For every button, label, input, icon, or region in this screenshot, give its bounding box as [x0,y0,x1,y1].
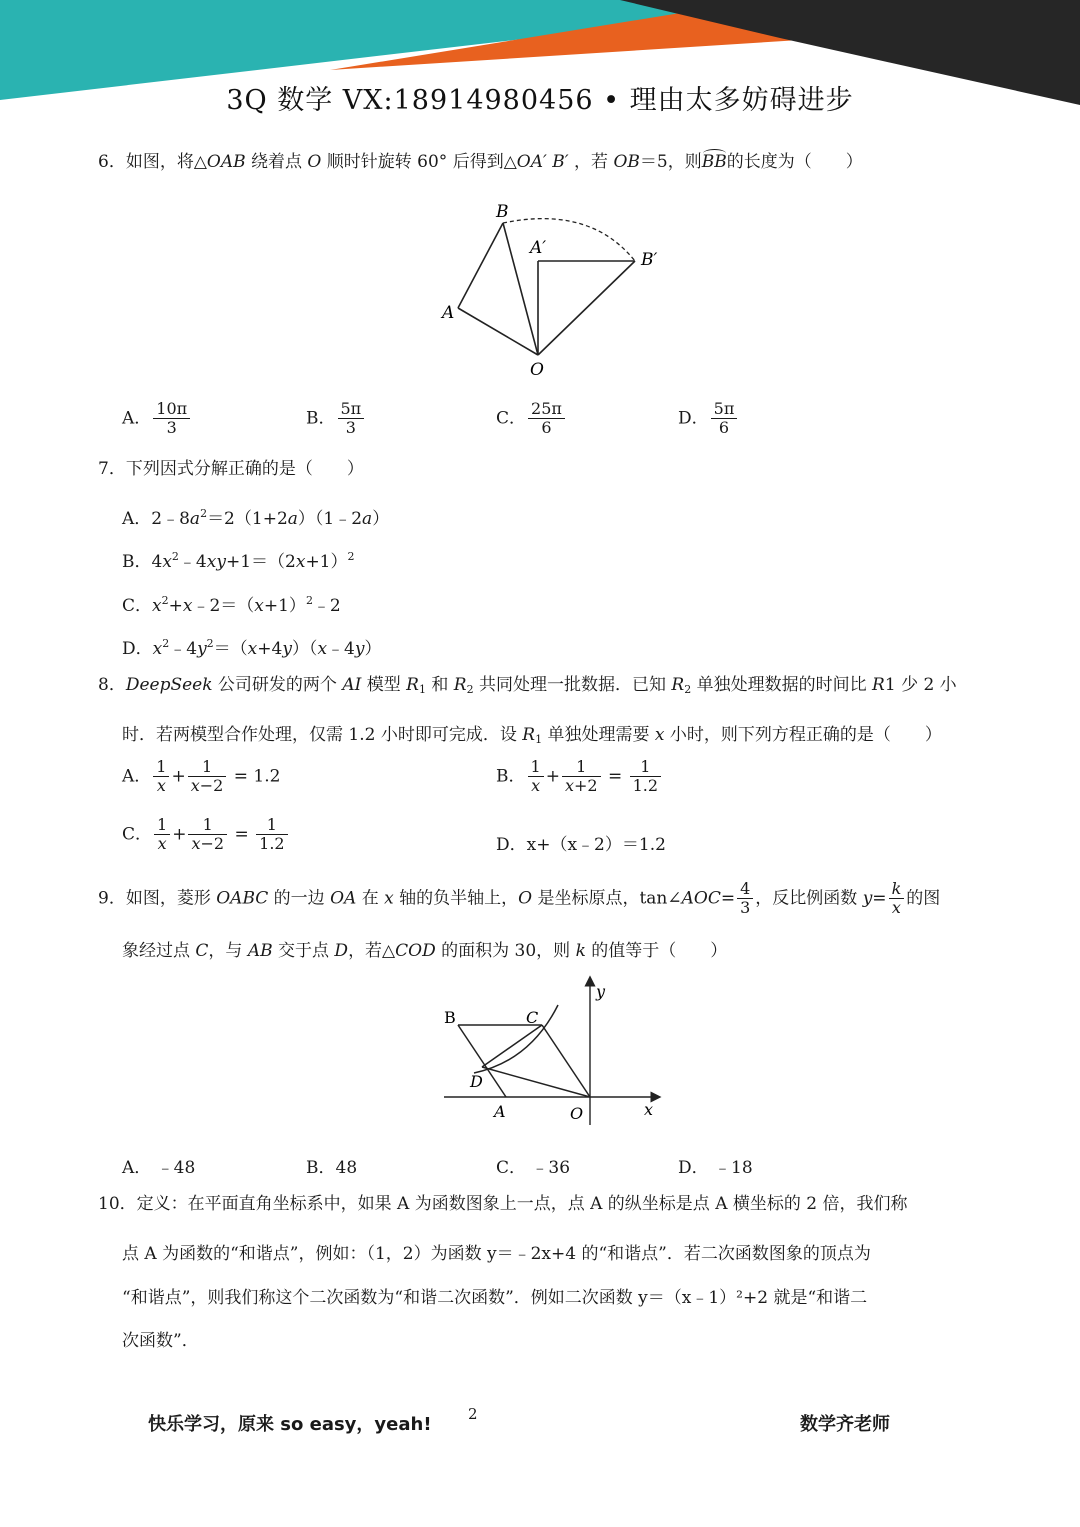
label-x: x [644,1100,654,1119]
question-9-option-a[interactable]: A． ﹣48 [122,1158,196,1178]
footer-author: 数学齐老师 [800,1414,890,1435]
question-7-option-c[interactable]: C．$x^2+x﹣2=(x+1)^2﹣2$ [122,594,341,616]
question-8-option-b[interactable]: B． $\frac{1}{x}$ + $\frac{1}{x+2}$ = $\frac{1}{1.2}$ [496,758,663,796]
header-title: 3Q 数学 VX:18914980456 • 理由太多妨碍进步 [226,85,854,116]
page-number: 2 [468,1405,478,1423]
question-6-option-d[interactable]: D． $\frac{5\pi}{6}$ [678,400,739,438]
hyperbola-curve [474,1005,558,1073]
label-b-prime: B′ [641,250,658,270]
segment-ao [458,308,538,355]
footer-slogan: 快乐学习，原来 so easy，yeah! [148,1414,432,1435]
label-a: A [442,303,455,323]
question-6-option-b[interactable]: B． $\frac{5\pi}{3}$ [306,400,366,438]
question-7-option-b[interactable]: B．$4x^2﹣4xy+1=(2x+1)^2$ [122,550,355,572]
question-8-stem-line2: 时．若两模型合作处理，仅需 1.2 小时即可完成．设 $R_1$ 单独处理需要 x 小时，则下列方程正确的是（ ） [122,725,942,746]
question-9-option-b[interactable]: B．48 [306,1158,358,1178]
question-8-option-c[interactable]: C． $\frac{1}{x}$ + $\frac{1}{x-2}$ = $\frac{1}{1.2}$ [122,816,290,854]
question-9-option-c[interactable]: C． ﹣36 [496,1158,571,1178]
question-9-stem-line1: 9．如图，菱形 OABC 的一边 OA 在 x 轴的负半轴上，O 是坐标原点，tan∠AOC= $\frac{4}{3}$ ，反比例函数 y= $\frac{k}{x}$ 的图 [98,879,941,918]
question-9-option-d[interactable]: D． ﹣18 [678,1158,753,1178]
label-b: B [444,1008,456,1027]
label-a: A [494,1102,506,1121]
label-b: B [496,202,509,222]
label-c: C [526,1008,539,1027]
question-9-figure [430,975,670,1135]
label-d: D [470,1072,483,1091]
question-10-line3: “和谐点”，则我们称这个二次函数为“和谐二次函数”．例如二次函数 y＝（x﹣1）²+2 就是“和谐二 [122,1288,868,1308]
rotation-arc [503,219,635,261]
question-7-option-d[interactable]: D．$x^2﹣4y^2=(x+4y)(x﹣4y)$ [122,637,382,659]
question-7-option-a[interactable]: A．$2﹣8a^2=2(1+2a)(1﹣2a)$ [122,507,390,529]
label-a-prime: A′ [530,238,547,258]
segment-cd [482,1025,542,1067]
segment-b2o [538,261,635,355]
question-10-line4: 次函数”． [122,1331,199,1351]
question-7-stem: 7．下列因式分解正确的是（ ） [98,459,364,479]
arc-bb: BB [701,152,727,172]
question-6-stem: 6．如图，将△OAB 绕着点 O 顺时针旋转 60° 后得到△OA′ B′ ，若 OB＝5，则BB的长度为（ ） [98,152,863,172]
question-10-line2: 点 A 为函数的“和谐点”，例如：（1，2）为函数 y＝﹣2x+4 的“和谐点”．若二次函数图象的顶点为 [122,1244,871,1264]
question-10-line1: 10．定义：在平面直角坐标系中，如果 A 为函数图象上一点，点 A 的纵坐标是点 A 横坐标的 2 倍，我们称 [98,1194,908,1214]
question-8-option-d[interactable]: D．x+（x﹣2）＝1.2 [496,835,666,855]
question-6-option-c[interactable]: C． $\frac{25\pi}{6}$ [496,400,567,438]
question-8-option-a[interactable]: A． $\frac{1}{x}$ + $\frac{1}{x-2}$ = 1.2 [122,757,281,796]
label-o: O [530,360,544,380]
question-8-stem-line1: 8．DeepSeek 公司研发的两个 AI 模型 $R_1$ 和 $R_2$ 共同处理一批数据．已知 $R_2$ 单独处理数据的时间比 R1 少 2 小 [98,675,957,696]
question-9-stem-line2: 象经过点 C，与 AB 交于点 D，若△COD 的面积为 30，则 k 的值等于（ ） [122,941,728,961]
label-y: y [596,982,606,1001]
question-6-figure [430,195,670,385]
segment-ab [458,223,503,308]
question-6-option-a[interactable]: A． $\frac{10\pi}{3}$ [122,400,192,438]
label-o: O [570,1104,584,1123]
